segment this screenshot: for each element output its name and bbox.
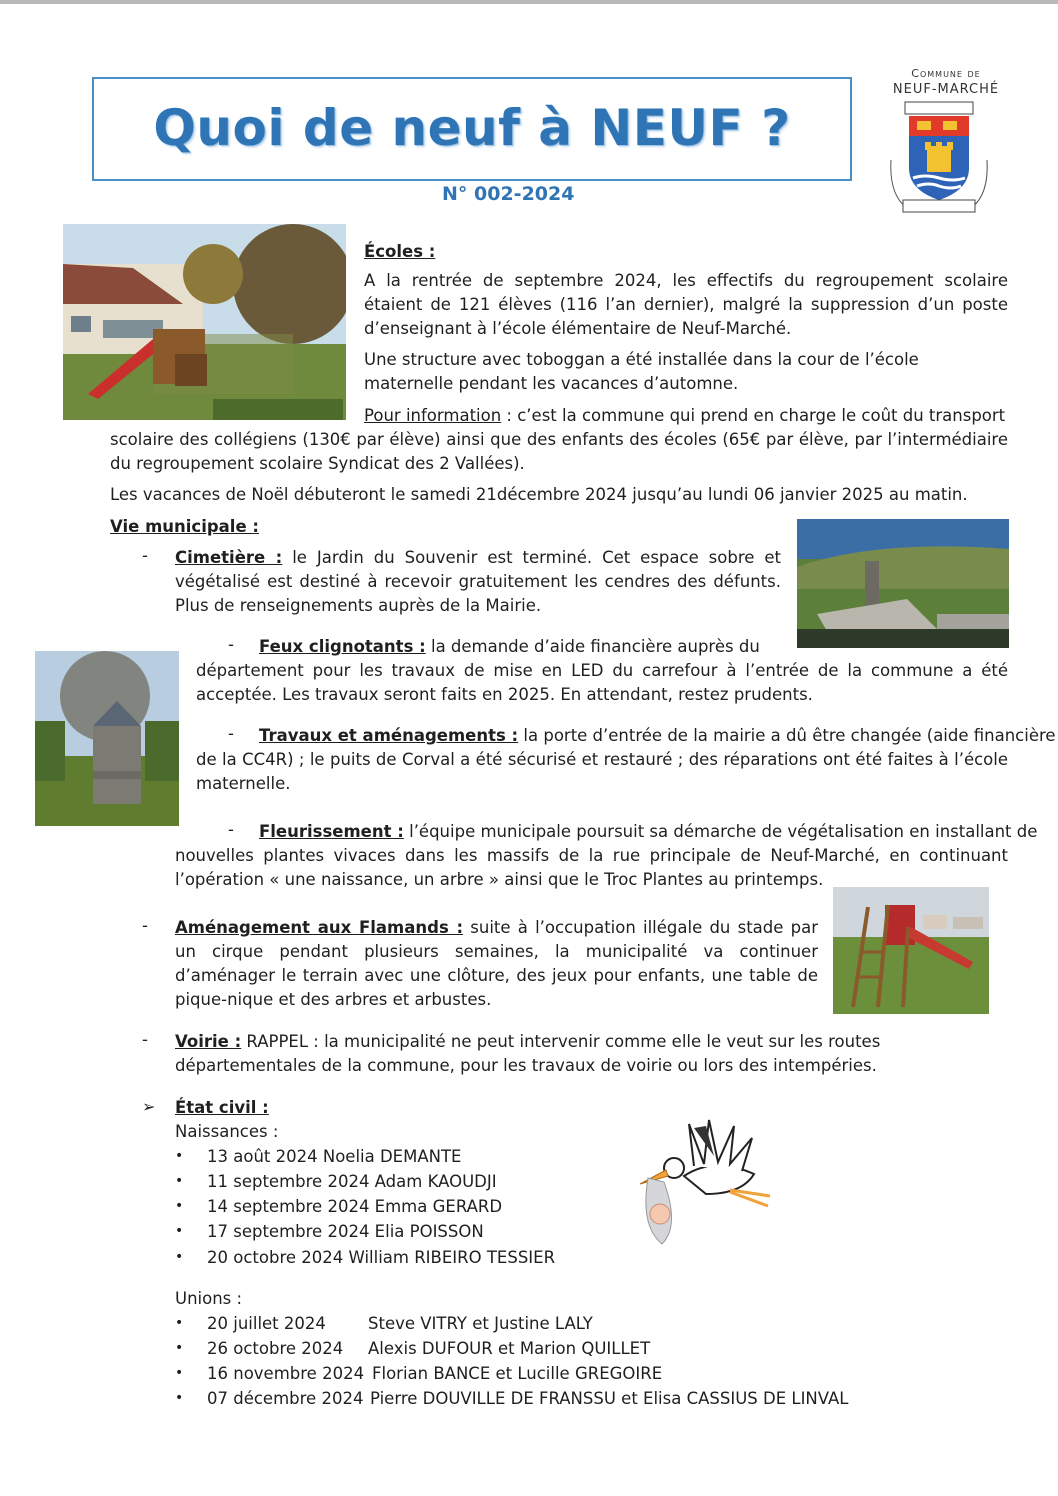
flamands-text: suite à l’occupation illégale du stade par un cirque pendant plusieurs semaines, la municipalité va continuer d’aménager le terrain avec une clôture, des jeux pour enfants, une table de pique-nique et des arbres et arbustes. [175, 918, 818, 1009]
feux-line1: la demande d’aide financière auprès du [425, 637, 760, 656]
commune-line1: Commune de [911, 67, 981, 80]
feux-item [259, 635, 781, 659]
travaux-line1: la porte d’entrée de la mairie a dû être changée (aide financière [518, 726, 1056, 745]
bullet-icon: • [175, 1340, 184, 1356]
title-box [92, 77, 852, 181]
bullet-icon: • [175, 1173, 184, 1189]
page-top-border [0, 0, 1058, 4]
dash-marker: - [142, 546, 148, 565]
dash-marker: - [228, 635, 234, 654]
list-item: 20 octobre 2024 William RIBEIRO TESSIER [207, 1248, 556, 1267]
page-title: Quoi de neuf à NEUF ? [153, 99, 791, 157]
memorial-garden-photo [797, 519, 1009, 648]
union-names: Pierre DOUVILLE DE FRANSSU et Elisa CASSIUS DE LINVAL [370, 1389, 849, 1408]
dash-marker: - [228, 820, 234, 839]
voirie-label: Voirie : [175, 1032, 242, 1051]
dash-marker: - [142, 916, 148, 935]
naissances-label: Naissances : [175, 1122, 279, 1141]
fleurissement-text: nouvelles plantes vivaces dans les massifs de la rue principale de Neuf-Marché, en continuant l’opération « une naissance, un arbre » ainsi que le Troc Plantes au printemps. [175, 846, 1008, 889]
travaux-text: de la CC4R) ; le puits de Corval a été sécurisé et restauré ; des réparations ont été faites à l’école maternelle. [196, 750, 1008, 793]
bullet-icon: • [175, 1148, 184, 1164]
bullet-icon: • [175, 1198, 184, 1214]
ecoles-paragraph-toboggan: Une structure avec toboggan a été installée dans la cour de l’école maternelle pendant les vacances d’automne. [364, 350, 919, 393]
cimetiere-item [175, 546, 781, 618]
fleurissement-item [259, 820, 1038, 844]
cimetiere-text: le Jardin du Souvenir est terminé. Cet espace sobre et végétalisé est destiné à recevoir gratuitement les cendres des défunts. Plus de renseignements auprès de la Mairie. [175, 548, 781, 615]
travaux-label: Travaux et aménagements : [259, 726, 519, 745]
issue-number: N° 002-2024 [442, 183, 575, 205]
dash-marker: - [142, 1030, 148, 1049]
union-date: 07 décembre 2024 [207, 1389, 364, 1408]
ecoles-paragraph-effectifs: A la rentrée de septembre 2024, les effectifs du regroupement scolaire étaient de 121 élèves (116 l’an dernier), malgré la suppression d’un poste d’enseignant à l’école élémentaire de Neuf-Marché. [364, 271, 1008, 338]
ecoles-info-line [364, 404, 1008, 428]
flamands-item [175, 916, 818, 1012]
info-label: Pour information [364, 406, 502, 425]
etat-civil-heading: État civil : [175, 1098, 269, 1117]
union-date: 26 octobre 2024 [207, 1339, 344, 1358]
vie-municipale-heading: Vie municipale : [110, 517, 259, 536]
list-item: 11 septembre 2024 Adam KAOUDJI [207, 1172, 497, 1191]
travaux-item [259, 724, 1056, 748]
bullet-icon: • [175, 1223, 184, 1239]
bullet-icon: • [175, 1249, 184, 1265]
coat-of-arms-logo [887, 100, 991, 216]
unions-label: Unions : [175, 1289, 243, 1308]
info-line1: : c’est la commune qui prend en charge le coût du transport [501, 406, 1006, 425]
playground-slide-photo [833, 887, 989, 1014]
stork-baby-icon [634, 1116, 776, 1250]
school-playground-photo [63, 224, 346, 420]
ecoles-heading: Écoles : [364, 242, 436, 261]
feux-text: département pour les travaux de mise en LED du carrefour à l’entrée de la commune a été acceptée. Les travaux seront faits en 2025. En attendant, restez prudents. [196, 661, 1008, 704]
voirie-text: RAPPEL : la municipalité ne peut intervenir comme elle le veut sur les routes départementales de la commune, pour les travaux de voirie ou lors des intempéries. [175, 1032, 881, 1075]
well-corval-photo [35, 651, 179, 826]
bullet-icon: • [175, 1365, 184, 1381]
ecoles-paragraph-transport: scolaire des collégiens (130€ par élève) ainsi que des enfants des écoles (65€ par élève, par l’intermédiaire du regroupement scolaire Syndicat des 2 Vallées). [110, 430, 1008, 473]
feux-label: Feux clignotants : [259, 637, 426, 656]
list-item: 17 septembre 2024 Elia POISSON [207, 1222, 484, 1241]
flamands-label: Aménagement aux Flamands : [175, 918, 464, 937]
ecoles-paragraph-vacances: Les vacances de Noël débuteront le samedi 21décembre 2024 jusqu’au lundi 06 janvier 2025 au matin. [110, 485, 968, 504]
bullet-icon: • [175, 1315, 184, 1331]
cimetiere-label: Cimetière : [175, 548, 283, 567]
dash-marker: - [228, 724, 234, 743]
fleurissement-label: Fleurissement : [259, 822, 404, 841]
arrow-bullet-icon: ➢ [142, 1097, 156, 1116]
union-date: 20 juillet 2024 [207, 1314, 326, 1333]
commune-line2: NEUF-MARCHÉ [892, 82, 1000, 97]
list-item: 14 septembre 2024 Emma GERARD [207, 1197, 503, 1216]
list-item: 13 août 2024 Noelia DEMANTE [207, 1147, 462, 1166]
union-names: Steve VITRY et Justine LALY [368, 1314, 593, 1333]
fleurissement-line1: l’équipe municipale poursuit sa démarche de végétalisation en installant de [403, 822, 1038, 841]
union-names: Florian BANCE et Lucille GREGOIRE [372, 1364, 663, 1383]
union-names: Alexis DUFOUR et Marion QUILLET [368, 1339, 651, 1358]
union-date: 16 novembre 2024 [207, 1364, 365, 1383]
voirie-item [175, 1030, 1008, 1078]
commune-name [880, 66, 1012, 98]
bullet-icon: • [175, 1390, 184, 1406]
